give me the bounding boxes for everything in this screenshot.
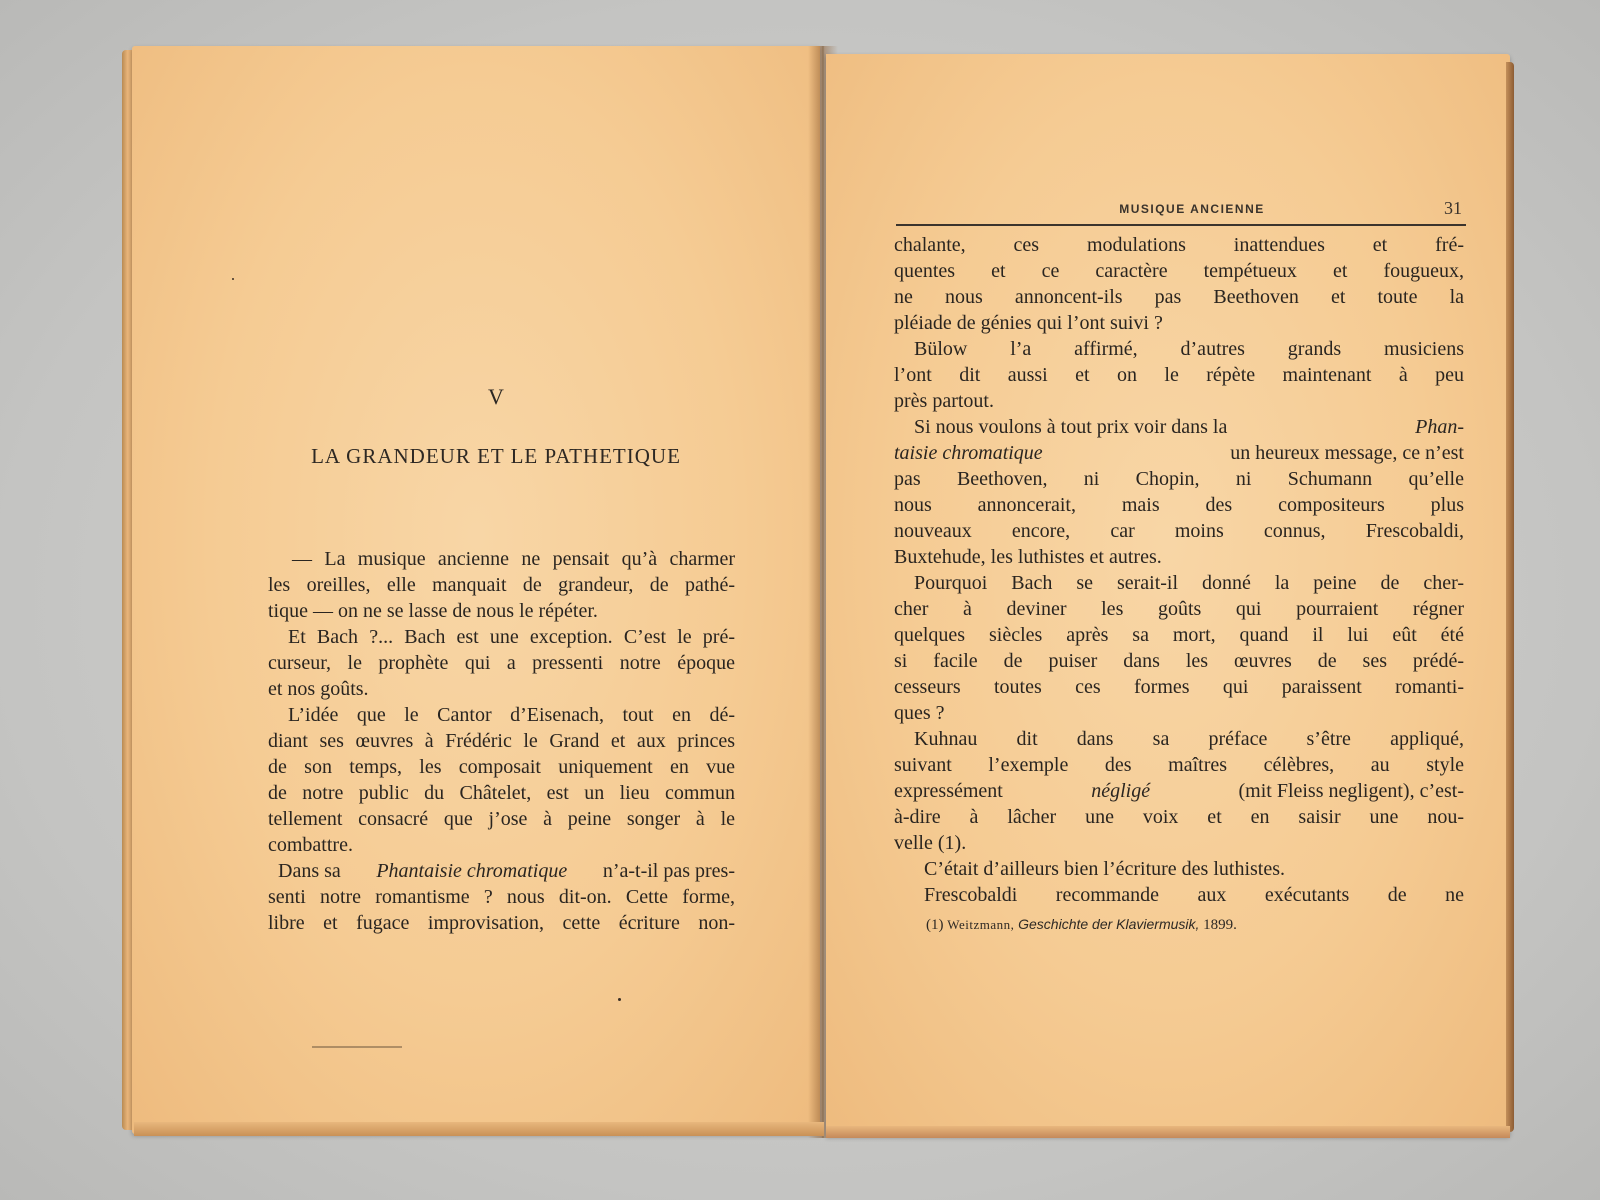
page-bottom-edge [134, 1122, 824, 1136]
text-line: libre et fugace improvisation, cette écriture non- [268, 912, 735, 934]
page-bottom-edge [826, 1126, 1510, 1138]
text-line: quelques siècles après sa mort, quand il lui eût été [894, 624, 1464, 646]
text-line: nous annoncerait, mais des compositeurs plus [894, 494, 1464, 516]
text-line: si facile de puiser dans les œuvres de ses prédé- [894, 650, 1464, 672]
text-run: Si nous voulons à tout prix voir dans la [914, 416, 1228, 438]
italic-title: Phan- [1415, 416, 1464, 438]
text-line: quentes et ce caractère tempétueux et fougueux, [894, 260, 1464, 282]
running-head: MUSIQUE ANCIENNE [1119, 202, 1265, 216]
right-page [826, 54, 1510, 1136]
text-line: tellement consacré que j’ose à peine songer à le [268, 808, 735, 830]
text-line: l’ont dit aussi et on le répète maintenant à peu [894, 364, 1464, 386]
italic-title: Phantaisie chromatique [376, 860, 568, 882]
text-line: de son temps, les composait uniquement en vue [268, 756, 735, 778]
text-run: expressément [894, 780, 1003, 802]
text-line: près partout. [894, 390, 994, 412]
text-line-mixed [894, 440, 1464, 466]
page-number: 31 [1444, 198, 1462, 218]
footnote-year: 1899. [1203, 917, 1237, 933]
text-line: nouveaux encore, car moins connus, Frescobaldi, [894, 520, 1464, 542]
text-line-mixed [278, 858, 735, 884]
ink-speck [232, 278, 234, 280]
text-line: — La musique ancienne ne pensait qu’à charmer [292, 548, 735, 570]
page-stack-edge [1506, 62, 1514, 1132]
italic-term: négligé [1091, 780, 1151, 802]
italic-title: taisie chromatique [894, 442, 1043, 464]
text-line: L’idée que le Cantor d’Eisenach, tout en dé- [288, 704, 735, 726]
text-line: combattre. [268, 834, 353, 856]
text-line: ques ? [894, 702, 945, 724]
chapter-number: V [488, 384, 504, 409]
text-line: Et Bach ?... Bach est une exception. C’est le pré- [288, 626, 735, 648]
text-line: suivant l’exemple des maîtres célèbres, au style [894, 754, 1464, 776]
text-line: de notre public du Châtelet, est un lieu commun [268, 782, 735, 804]
text-line: les oreilles, elle manquait de grandeur, de pathé- [268, 574, 735, 596]
text-run: Dans sa [278, 860, 341, 882]
text-line: ne nous annoncent-ils pas Beethoven et toute la [894, 286, 1464, 308]
text-run: (mit Fleiss negligent), c’est- [1238, 780, 1464, 802]
header-rule [896, 224, 1466, 226]
text-line: pléiade de génies qui l’ont suivi ? [894, 312, 1163, 334]
text-line-mixed [914, 414, 1464, 440]
text-line: Bülow l’a affirmé, d’autres grands musiciens [914, 338, 1464, 360]
text-line: et nos goûts. [268, 678, 369, 700]
text-line: à-dire à lâcher une voix et en saisir une nou- [894, 806, 1464, 828]
text-line: chalante, ces modulations inattendues et fré- [894, 234, 1464, 256]
text-line: Buxtehude, les luthistes et autres. [894, 546, 1162, 568]
footnote-title: Geschichte der Klaviermusik, [1018, 916, 1200, 932]
text-line: pas Beethoven, ni Chopin, ni Schumann qu’elle [894, 468, 1464, 490]
chapter-title: LA GRANDEUR ET LE PATHETIQUE [311, 444, 681, 468]
text-line: diant ses œuvres à Frédéric le Grand et aux princes [268, 730, 735, 752]
text-line: C’était d’ailleurs bien l’écriture des luthistes. [924, 858, 1285, 880]
footnote-marker: (1) [926, 917, 944, 933]
open-book [118, 40, 1514, 1146]
ink-speck [618, 998, 621, 1001]
footnote [926, 916, 1446, 934]
text-line: velle (1). [894, 832, 967, 854]
text-line: curseur, le prophète qui a pressenti notre époque [268, 652, 735, 674]
footnote-author: Weitzmann, [947, 917, 1015, 932]
text-line: tique — on ne se lasse de nous le répéter. [268, 600, 598, 622]
text-line: Pourquoi Bach se serait-il donné la peine de cher- [914, 572, 1464, 594]
left-page [132, 46, 820, 1134]
text-line: cesseurs toutes ces formes qui paraissent romanti- [894, 676, 1464, 698]
text-line-mixed [894, 778, 1464, 804]
text-line: senti notre romantisme ? nous dit-on. Cette forme, [268, 886, 735, 908]
text-run: un heureux message, ce n’est [1230, 442, 1464, 464]
text-run: n’a-t-il pas pres- [602, 860, 735, 882]
text-line: cher à deviner les goûts qui pourraient régner [894, 598, 1464, 620]
ink-smudge [312, 1046, 402, 1048]
text-line: Frescobaldi recommande aux exécutants de ne [924, 884, 1464, 906]
text-line: Kuhnau dit dans sa préface s’être appliqué, [914, 728, 1464, 750]
